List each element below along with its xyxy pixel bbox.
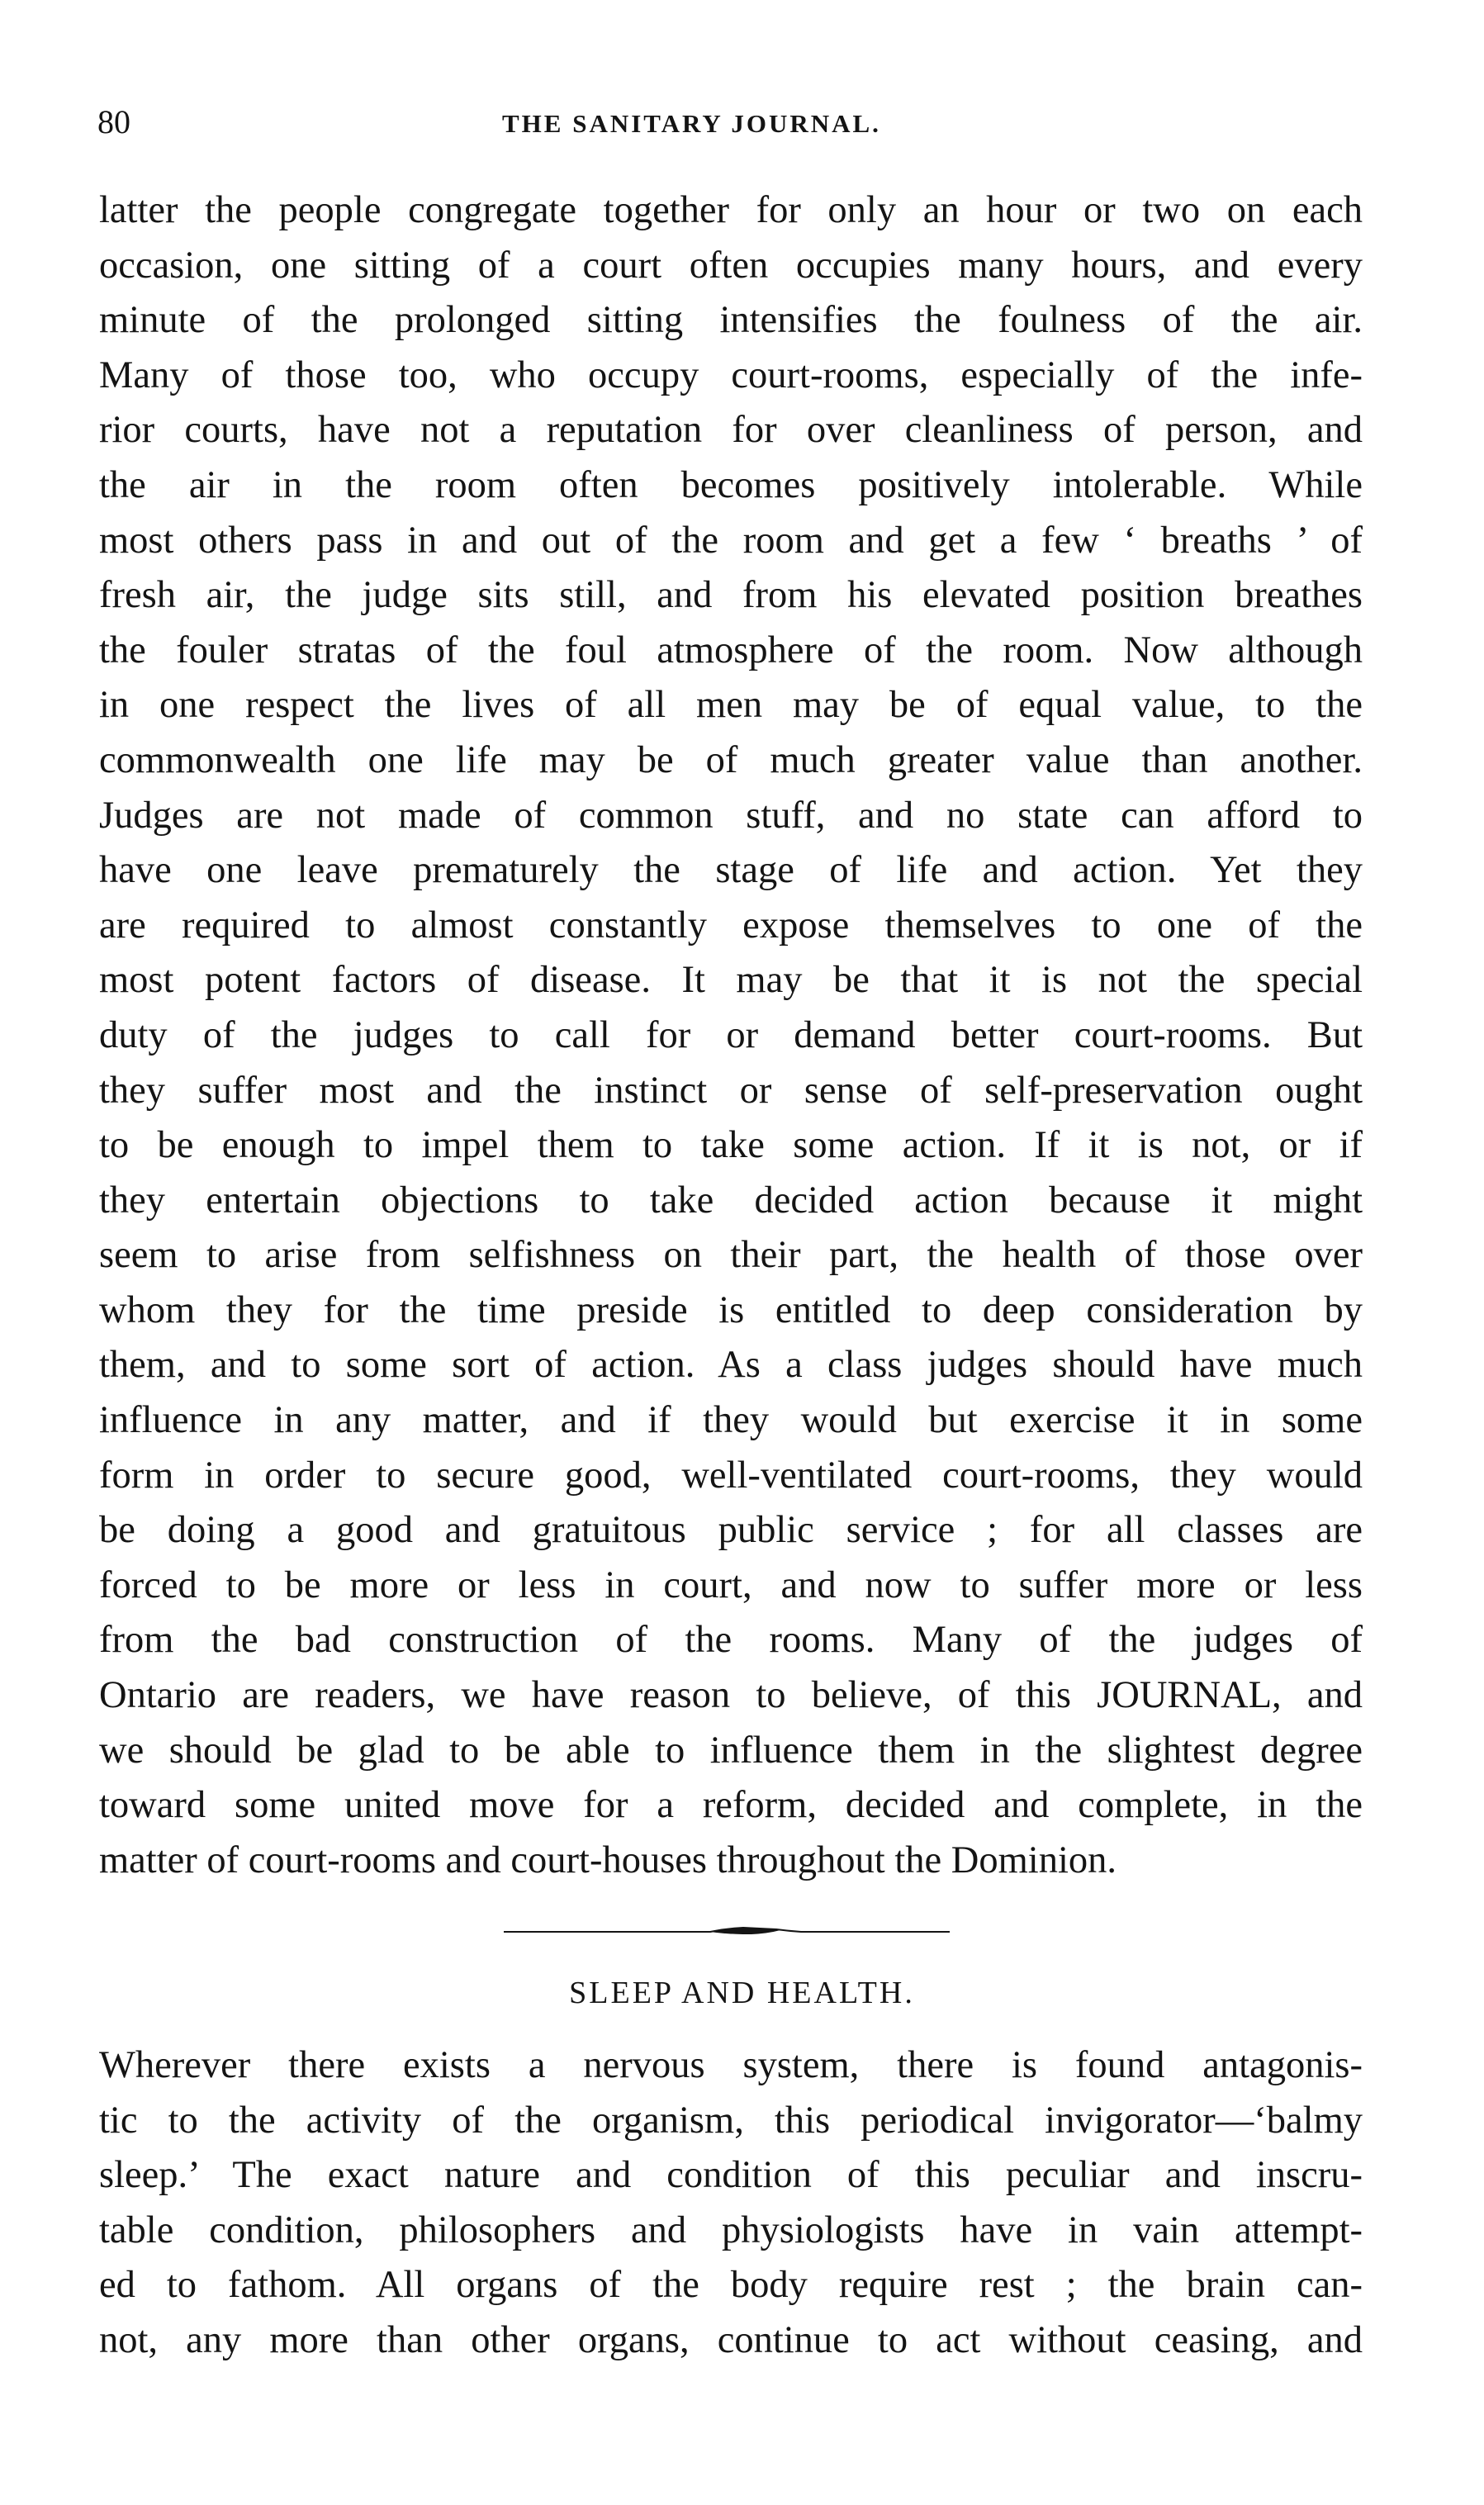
running-head: [97, 97, 1369, 147]
text-line: matter of court-rooms and court-houses throughout the Dominion.: [99, 1838, 1117, 1881]
text-line: the air in the room often becomes positively intolerable. While: [99, 463, 1363, 506]
text-line: table condition, philosophers and physiologists have in vain attempt-: [99, 2208, 1363, 2251]
text-line: be doing a good and gratuitous public service ; for all classes are: [99, 1509, 1363, 1552]
text-line: minute of the prolonged sitting intensifies the foulness of the air.: [99, 299, 1363, 342]
text-line: we should be glad to be able to influence them in the slightest degree: [99, 1729, 1363, 1772]
article-sleep-and-health: [99, 2038, 1363, 2369]
text-line: commonwealth one life may be of much greater value than another.: [99, 738, 1363, 781]
text-line: occasion, one sitting of a court often occupies many hours, and every: [99, 244, 1363, 287]
text-line: from the bad construction of the rooms. Many of the judges of: [99, 1619, 1363, 1662]
text-line: they entertain objections to take decided action because it might: [99, 1179, 1363, 1222]
text-line: influence in any matter, and if they would but exercise it in some: [99, 1399, 1363, 1442]
text-line: the fouler stratas of the foul atmosphere of the room. Now although: [99, 629, 1363, 671]
text-line: Wherever there exists a nervous system, there is found antagonis-: [99, 2044, 1363, 2086]
text-line: toward some united move for a reform, decided and complete, in the: [99, 1784, 1363, 1827]
text-line: have one leave prematurely the stage of life and action. Yet they: [99, 849, 1363, 892]
text-line: form in order to secure good, well-ventilated court-rooms, they would: [99, 1454, 1363, 1497]
text-fragment: Ontario are readers, we have reason to believe, of this: [99, 1674, 1071, 1717]
text-line: not, any more than other organs, continue to act without ceasing, and: [99, 2318, 1363, 2361]
page-number: 80: [97, 103, 130, 140]
text-line: duty of the judges to call for or demand better court-rooms. But: [99, 1013, 1363, 1056]
text-line: seem to arise from selfishness on their part, the health of those over: [99, 1234, 1363, 1277]
text-line: most potent factors of disease. It may be that it is not the special: [99, 959, 1363, 1002]
text-line: to be enough to impel them to take some action. If it is not, or if: [99, 1124, 1363, 1167]
section-heading: SLEEP AND HEALTH.: [569, 1976, 915, 2010]
text-line: forced to be more or less in court, and now to suffer more or less: [99, 1563, 1363, 1606]
text-line: whom they for the time preside is entitled to deep consideration by: [99, 1288, 1363, 1331]
text-fragment: , and: [1272, 1674, 1363, 1717]
text-line: rior courts, have not a reputation for over cleanliness of person, and: [99, 409, 1363, 452]
section-divider-rule: [504, 1926, 950, 1938]
text-line: sleep.’ The exact nature and condition of this peculiar and inscru-: [99, 2154, 1363, 2197]
text-line: ed to fathom. All organs of the body require rest ; the brain can-: [99, 2264, 1363, 2307]
text-line: are required to almost constantly expose themselves to one of the: [99, 904, 1363, 946]
text-line: in one respect the lives of all men may be of equal value, to the: [99, 684, 1363, 727]
text-line: most others pass in and out of the room and get a few ‘ breaths ’ of: [99, 519, 1363, 562]
article-court-rooms: [99, 183, 1363, 1888]
journal-title: THE SANITARY JOURNAL.: [502, 109, 881, 138]
text-line: Judges are not made of common stuff, and no state can afford to: [99, 794, 1363, 837]
text-line: fresh air, the judge sits still, and from his elevated position breathes: [99, 574, 1363, 617]
text-line: them, and to some sort of action. As a class judges should have much: [99, 1344, 1363, 1387]
text-line: they suffer most and the instinct or sense of self-preservation ought: [99, 1069, 1363, 1112]
text-line-with-journal: [99, 1668, 1363, 1724]
text-line: Many of those too, who occupy court-rooms, especially of the infe-: [99, 353, 1363, 396]
text-line: tic to the activity of the organism, this periodical invigorator—‘balmy: [99, 2099, 1363, 2142]
journal-name: JOURNAL: [1097, 1674, 1273, 1717]
text-line: latter the people congregate together for only an hour or two on each: [99, 189, 1363, 231]
